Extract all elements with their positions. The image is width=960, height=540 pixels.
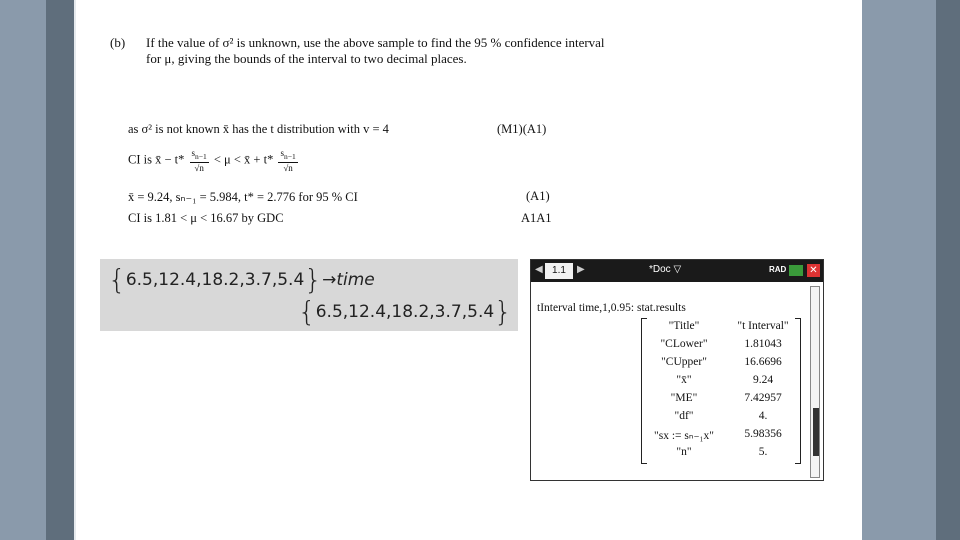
question-line-2: for μ, giving the bounds of the interval to two decimal places. [146, 51, 467, 66]
chevron-down-icon: ▽ [673, 264, 682, 275]
solution-line-1: as σ² is not known x̄ has the t distribution with v = 4 [128, 122, 389, 136]
solution-mark-1: (M1)(A1) [497, 122, 547, 136]
ti-nspire-screen [530, 259, 824, 481]
list-values-2: 6.5,12.4,18.2,3.7,5.4 [315, 302, 495, 322]
close-icon[interactable]: ✕ [807, 264, 820, 277]
result-row [642, 392, 800, 410]
result-row [642, 446, 800, 464]
frac-sub: n−1 [195, 151, 207, 161]
solution-mark-3: (A1) [526, 189, 550, 203]
result-row [642, 428, 800, 446]
result-row [642, 374, 800, 392]
result-key: "df" [674, 410, 694, 422]
frac-num: s [191, 148, 196, 158]
scrollbar-thumb[interactable] [813, 408, 819, 456]
result-key: "CUpper" [661, 356, 707, 368]
ci-fraction-2 [278, 148, 297, 173]
result-value: 7.42957 [744, 392, 782, 404]
result-key: "sx := sₙ₋₁x" [654, 430, 714, 442]
left-inner-band [46, 0, 74, 540]
right-inner-band [862, 0, 936, 540]
result-value: "t Interval" [737, 320, 789, 332]
result-key: "Title" [668, 320, 700, 332]
ci-lower-expr: x̄ − t* [155, 152, 185, 167]
chevron-right-icon[interactable]: ▶ [577, 264, 585, 275]
result-row [642, 320, 800, 338]
result-row [642, 410, 800, 428]
ci-fraction-1 [190, 148, 209, 173]
frac-sub-2: n−1 [283, 151, 296, 161]
result-key: "CLower" [660, 338, 708, 350]
result-row [642, 338, 800, 356]
result-value: 1.81043 [744, 338, 782, 350]
result-row [642, 356, 800, 374]
battery-icon [789, 265, 803, 276]
list-values-1: 6.5,12.4,18.2,3.7,5.4 [125, 270, 305, 290]
ti-title-bar [531, 260, 823, 282]
chevron-left-icon[interactable]: ◀ [535, 264, 543, 275]
angle-mode: RAD [769, 265, 787, 274]
results-matrix [641, 318, 801, 464]
question-line-1: If the value of σ² is unknown, use the above sample to find the 95 % confidence interval [146, 35, 605, 50]
question-text [146, 35, 666, 67]
result-value: 5. [758, 446, 768, 458]
command-line: tInterval time,1,0.95: stat.results [537, 302, 686, 314]
calculator-input-panel [100, 259, 518, 331]
list-result: {6.5,12.4,18.2,3.7,5.4} [297, 295, 512, 328]
right-outer-band [936, 0, 960, 540]
left-outer-band [0, 0, 46, 540]
solution-line-2 [128, 148, 300, 173]
result-value: 4. [758, 410, 768, 422]
assign-target: →time [322, 270, 375, 290]
result-key: "n" [676, 446, 692, 458]
tab-1-1[interactable]: 1.1 [545, 263, 573, 279]
result-value: 9.24 [752, 374, 774, 386]
page-edge [74, 0, 76, 540]
list-assignment: {6.5,12.4,18.2,3.7,5.4}→time [108, 263, 375, 296]
result-value: 16.6696 [744, 356, 782, 368]
solution-line-4: CI is 1.81 < μ < 16.67 by GDC [128, 211, 284, 225]
frac-num-2: s [280, 148, 284, 158]
result-key: "x̄" [676, 374, 692, 386]
doc-title[interactable] [649, 264, 681, 275]
frac-den-2: √n [283, 162, 293, 173]
ci-upper-expr: < μ < x̄ + t* [213, 152, 274, 167]
solution-mark-4: A1A1 [521, 211, 552, 225]
ci-prefix: CI is [128, 152, 152, 167]
solution-line-3: x̄ = 9.24, sₙ₋₁ = 5.984, t* = 2.776 for 95 % CI [128, 190, 358, 204]
result-key: "ME" [670, 392, 698, 404]
frac-den: √n [194, 162, 204, 173]
question-label: (b) [110, 35, 126, 50]
result-value: 5.98356 [744, 428, 782, 440]
doc-name: *Doc [649, 264, 671, 275]
